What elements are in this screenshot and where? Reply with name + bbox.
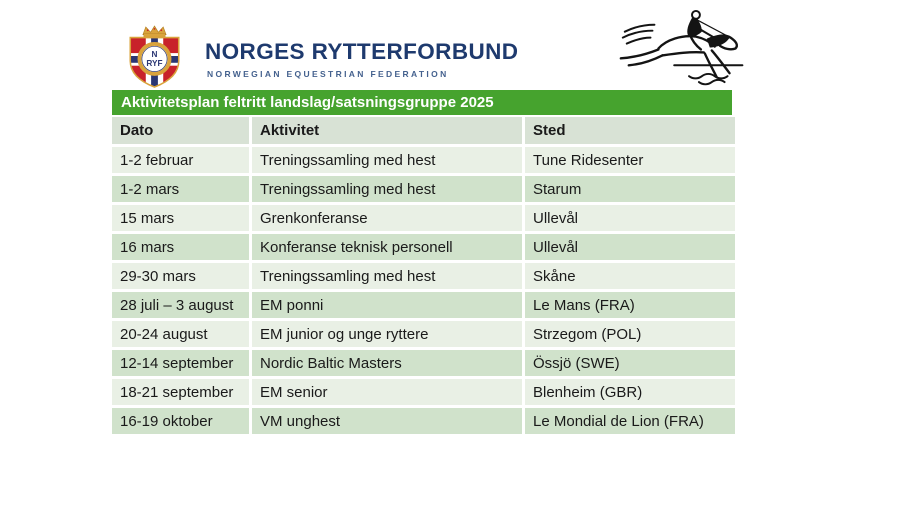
table-cell: 16-19 oktober xyxy=(112,408,252,437)
table-row xyxy=(112,147,738,176)
table-cell: Ullevål xyxy=(525,234,738,263)
table-row xyxy=(112,176,738,205)
table-cell: EM junior og unge ryttere xyxy=(252,321,525,350)
table-cell: EM senior xyxy=(252,379,525,408)
table-cell: 15 mars xyxy=(112,205,252,234)
column-header-dato: Dato xyxy=(112,117,252,147)
table-row xyxy=(112,321,738,350)
table-cell: 16 mars xyxy=(112,234,252,263)
table-cell: Össjö (SWE) xyxy=(525,350,738,379)
table-header-row xyxy=(112,117,738,147)
table-cell: Ullevål xyxy=(525,205,738,234)
table-row xyxy=(112,263,738,292)
org-subtitle: NORWEGIAN EQUESTRIAN FEDERATION xyxy=(207,69,449,79)
nryf-crest-logo-icon xyxy=(117,24,192,88)
table-cell: Starum xyxy=(525,176,738,205)
table-row xyxy=(112,350,738,379)
table-cell: 18-21 september xyxy=(112,379,252,408)
table-cell: Treningssamling med hest xyxy=(252,263,525,292)
table-cell: 1-2 mars xyxy=(112,176,252,205)
table-row xyxy=(112,205,738,234)
table-cell: Le Mondial de Lion (FRA) xyxy=(525,408,738,437)
org-name: NORGES RYTTERFORBUND xyxy=(205,39,519,64)
brand-header xyxy=(205,39,518,79)
table-cell: Grenkonferanse xyxy=(252,205,525,234)
table-row xyxy=(112,379,738,408)
logo-monogram-ryf: RYF xyxy=(146,59,163,69)
table-cell: Le Mans (FRA) xyxy=(525,292,738,321)
table-cell: Strzegom (POL) xyxy=(525,321,738,350)
table-row xyxy=(112,408,738,437)
logo-monogram-n: N xyxy=(151,49,158,59)
eventing-horse-sketch-icon xyxy=(612,5,772,89)
column-header-aktivitet: Aktivitet xyxy=(252,117,525,147)
table-cell: 20-24 august xyxy=(112,321,252,350)
column-header-sted: Sted xyxy=(525,117,738,147)
table-cell: Treningssamling med hest xyxy=(252,147,525,176)
table-cell: Skåne xyxy=(525,263,738,292)
table-cell: Tune Ridesenter xyxy=(525,147,738,176)
table-cell: 12-14 september xyxy=(112,350,252,379)
table-cell: Treningssamling med hest xyxy=(252,176,525,205)
table-cell: EM ponni xyxy=(252,292,525,321)
table-cell: 29-30 mars xyxy=(112,263,252,292)
table-cell: Blenheim (GBR) xyxy=(525,379,738,408)
table-cell: Konferanse teknisk personell xyxy=(252,234,525,263)
activity-table-body xyxy=(112,147,738,437)
table-cell: 28 juli – 3 august xyxy=(112,292,252,321)
table-cell: Nordic Baltic Masters xyxy=(252,350,525,379)
table-cell: 1-2 februar xyxy=(112,147,252,176)
activity-table xyxy=(112,117,738,437)
table-cell: VM unghest xyxy=(252,408,525,437)
table-row xyxy=(112,292,738,321)
table-row xyxy=(112,234,738,263)
activity-table-wrap xyxy=(112,117,738,437)
banner-title: Aktivitetsplan feltritt landslag/satsningsgruppe 2025 xyxy=(112,90,732,115)
